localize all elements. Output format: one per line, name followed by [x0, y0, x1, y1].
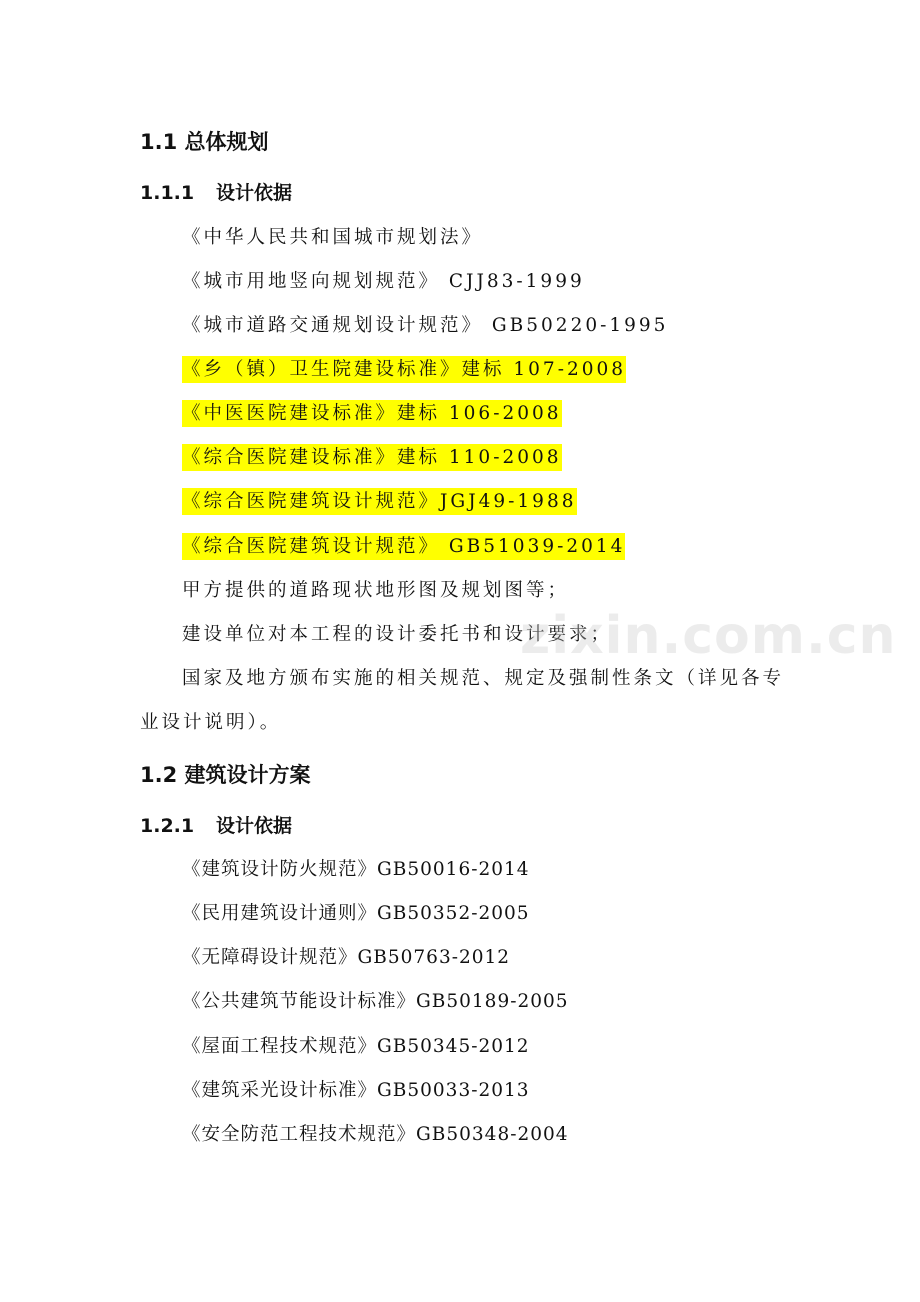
reference-item: 《民用建筑设计通则》GB50352-2005: [182, 903, 530, 924]
reference-item: 甲方提供的道路现状地形图及规划图等；: [182, 580, 570, 601]
subsection-number: 1.2.1: [140, 815, 195, 837]
reference-item: 《中华人民共和国城市规划法》: [182, 227, 484, 248]
highlight: 《综合医院建设标准》建标 110-2008: [182, 444, 562, 471]
reference-item: 《城市道路交通规划设计规范》 GB50220-1995: [182, 315, 669, 336]
section-heading-1-2: 1.2 建筑设计方案: [140, 763, 311, 787]
reference-item: 《无障碍设计规范》GB50763-2012: [182, 947, 511, 968]
section-heading-1-1: 1.1 总体规划: [140, 130, 269, 154]
reference-item: 《公共建筑节能设计标准》GB50189-2005: [182, 991, 569, 1012]
reference-item: 《建筑设计防火规范》GB50016-2014: [182, 859, 530, 880]
highlight: 《综合医院建筑设计规范》JGJ49-1988: [182, 488, 577, 515]
reference-item: 《建筑采光设计标准》GB50033-2013: [182, 1080, 530, 1101]
highlight: 《乡（镇）卫生院建设标准》建标 107-2008: [182, 356, 626, 383]
highlight: 《中医医院建设标准》建标 106-2008: [182, 400, 562, 427]
reference-item: 《安全防范工程技术规范》GB50348-2004: [182, 1124, 569, 1145]
reference-item-highlighted: [182, 357, 626, 383]
reference-item-highlighted: [182, 401, 562, 427]
subsection-title: 设计依据: [216, 815, 293, 837]
subsection-heading-1-2-1: [140, 813, 292, 839]
reference-item-highlighted: [182, 445, 562, 471]
reference-item-highlighted: [182, 534, 625, 560]
subsection-heading-1-1-1: [140, 180, 292, 206]
highlight: 《综合医院建筑设计规范》 GB51039-2014: [182, 533, 625, 560]
watermark: zixin.com.cn: [520, 606, 897, 666]
reference-item: 《城市用地竖向规划规范》 CJJ83-1999: [182, 271, 585, 292]
reference-item: 《屋面工程技术规范》GB50345-2012: [182, 1036, 530, 1057]
reference-paragraph: 国家及地方颁布实施的相关规范、规定及强制性条文（详见各专业设计说明）。: [140, 668, 785, 733]
subsection-number: 1.1.1: [140, 182, 195, 204]
reference-item: 建设单位对本工程的设计委托书和设计要求；: [182, 624, 613, 645]
subsection-title: 设计依据: [216, 182, 293, 204]
reference-item-highlighted: [182, 489, 577, 515]
